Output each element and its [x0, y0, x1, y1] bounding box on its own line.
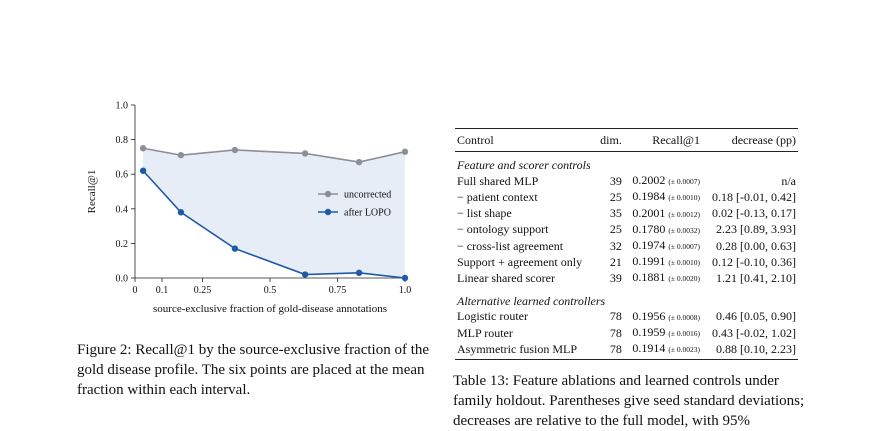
data-point: [140, 145, 146, 151]
legend-label: uncorrected: [344, 189, 392, 201]
cell-control: − cross-list agreement: [457, 238, 564, 253]
cell-recall: [624, 270, 702, 286]
cell-control: Logistic router: [457, 309, 528, 324]
figure-caption: Figure 2: Recall@1 by the source-exclusive fraction of the gold disease profile. The six points are placed at the mean fraction within each interval.: [77, 342, 430, 398]
x-tick-label: 0.1: [155, 285, 169, 296]
table-header-row: [455, 129, 798, 152]
ablation-table: [455, 128, 798, 360]
table-row: [455, 270, 798, 286]
cell-control: MLP router: [457, 325, 513, 340]
cell-recall: [624, 222, 702, 238]
cell-dim: 21: [609, 254, 622, 269]
y-tick-label: 1.0: [115, 100, 128, 112]
recall-sd: (± 0.0020): [668, 274, 700, 284]
recall-sd: (± 0.0008): [668, 312, 700, 322]
recall-sd: (± 0.0007): [668, 242, 700, 252]
recall-sd: (± 0.0012): [668, 209, 700, 219]
cell-control: Asymmetric fusion MLP: [455, 341, 596, 360]
cell-dim: 25: [609, 189, 622, 204]
x-tick-label: 0.75: [328, 285, 347, 296]
cell-decrease: n/a: [781, 173, 796, 188]
section-title: Alternative learned controllers: [457, 293, 606, 308]
header-dim: dim.: [596, 129, 624, 152]
cell-recall: [624, 309, 702, 325]
x-axis-label: source-exclusive fraction of gold-disease annotations: [153, 303, 387, 315]
recall-sd: (± 0.0023): [668, 345, 700, 355]
y-tick-label: 0.0: [115, 273, 128, 285]
cell-decrease: 2.23 [0.89, 3.93]: [716, 222, 796, 237]
recall-value: 0.1914: [632, 341, 666, 356]
legend-label: after LOPO: [344, 207, 391, 219]
cell-dim: 32: [609, 238, 622, 253]
table-row: [455, 341, 798, 360]
recall-sd: (± 0.0016): [668, 329, 700, 339]
x-tick-label: 0: [132, 285, 138, 296]
recall-chart: [80, 96, 420, 326]
table-row: [455, 309, 798, 325]
header-recall: Recall@1: [624, 129, 702, 152]
header-decrease: decrease (pp): [702, 129, 798, 152]
y-tick-label: 0.6: [115, 169, 128, 181]
cell-decrease: 0.46 [0.05, 0.90]: [716, 309, 796, 324]
table-row: [455, 238, 798, 254]
x-tick-label: 0.25: [193, 285, 212, 296]
cell-decrease: 0.43 [-0.02, 1.02]: [712, 325, 796, 340]
data-point: [356, 270, 362, 276]
recall-value: 0.1956: [632, 308, 666, 323]
table-row: [455, 189, 798, 205]
table-caption: Table 13: Feature ablations and learned controls under family holdout. Parentheses give seed standard deviations; decreases are relative to the full model, with 95%: [453, 373, 805, 429]
data-point: [232, 245, 238, 251]
cell-control: − list shape: [457, 206, 512, 221]
cell-control: − patient context: [457, 189, 538, 204]
recall-sd: (± 0.0007): [668, 177, 700, 187]
cell-dim: 78: [596, 341, 624, 360]
data-point: [402, 275, 408, 281]
cell-dim: 78: [609, 309, 622, 324]
recall-value: 0.1959: [632, 325, 666, 340]
legend-marker: [325, 209, 331, 215]
recall-value: 0.1780: [632, 221, 666, 236]
y-axis-label: Recall@1: [86, 169, 98, 214]
cell-recall: [624, 238, 702, 254]
cell-decrease: 0.12 [-0.10, 0.36]: [712, 254, 796, 269]
recall-value: 0.2001: [632, 205, 666, 220]
cell-dim: 25: [609, 222, 622, 237]
table-section-row: [455, 152, 798, 174]
table-section-row: [455, 287, 798, 309]
x-tick-label: 1.0: [398, 285, 412, 296]
data-point: [232, 147, 238, 153]
y-tick-label: 0.2: [115, 238, 128, 250]
table-row: [455, 254, 798, 270]
cell-control: Support + agreement only: [457, 254, 583, 269]
cell-control: − ontology support: [457, 222, 549, 237]
recall-value: 0.1991: [632, 254, 666, 269]
data-point: [302, 271, 308, 277]
cell-recall: [624, 206, 702, 222]
cell-recall: [624, 173, 702, 189]
cell-control: Full shared MLP: [457, 173, 539, 188]
cell-dim: 39: [609, 270, 622, 285]
recall-sd: (± 0.0032): [668, 225, 700, 235]
recall-sd: (± 0.0010): [668, 258, 700, 268]
table-row: [455, 222, 798, 238]
cell-control: Linear shared scorer: [457, 270, 555, 285]
recall-sd: (± 0.0010): [668, 193, 700, 203]
cell-recall: [624, 189, 702, 205]
recall-value: 0.2002: [632, 173, 666, 188]
cell-decrease: 0.28 [0.00, 0.63]: [716, 238, 796, 253]
cell-dim: 35: [609, 206, 622, 221]
recall-value: 0.1881: [632, 270, 666, 285]
cell-decrease: 0.88 [0.10, 2.23]: [702, 341, 798, 360]
table-row: [455, 206, 798, 222]
table-row: [455, 325, 798, 341]
cell-decrease: 1.21 [0.41, 2.10]: [716, 270, 796, 285]
cell-dim: 39: [609, 173, 622, 188]
data-point: [178, 152, 184, 158]
cell-recall: [624, 341, 702, 360]
data-point: [140, 168, 146, 174]
table-row: [455, 173, 798, 189]
recall-value: 0.1974: [632, 238, 666, 253]
legend-marker: [325, 191, 331, 197]
cell-decrease: 0.18 [-0.01, 0.42]: [712, 189, 796, 204]
data-point: [402, 149, 408, 155]
recall-value: 0.1984: [632, 189, 666, 204]
cell-dim: 78: [609, 325, 622, 340]
cell-recall: [624, 254, 702, 270]
y-tick-label: 0.4: [115, 204, 128, 216]
header-control: Control: [455, 129, 596, 152]
cell-decrease: 0.02 [-0.13, 0.17]: [712, 206, 796, 221]
data-point: [356, 159, 362, 165]
x-tick-label: 0.5: [263, 285, 277, 296]
cell-recall: [624, 325, 702, 341]
data-point: [302, 150, 308, 156]
section-title: Feature and scorer controls: [457, 158, 591, 172]
data-point: [178, 209, 184, 215]
y-tick-label: 0.8: [115, 135, 128, 147]
